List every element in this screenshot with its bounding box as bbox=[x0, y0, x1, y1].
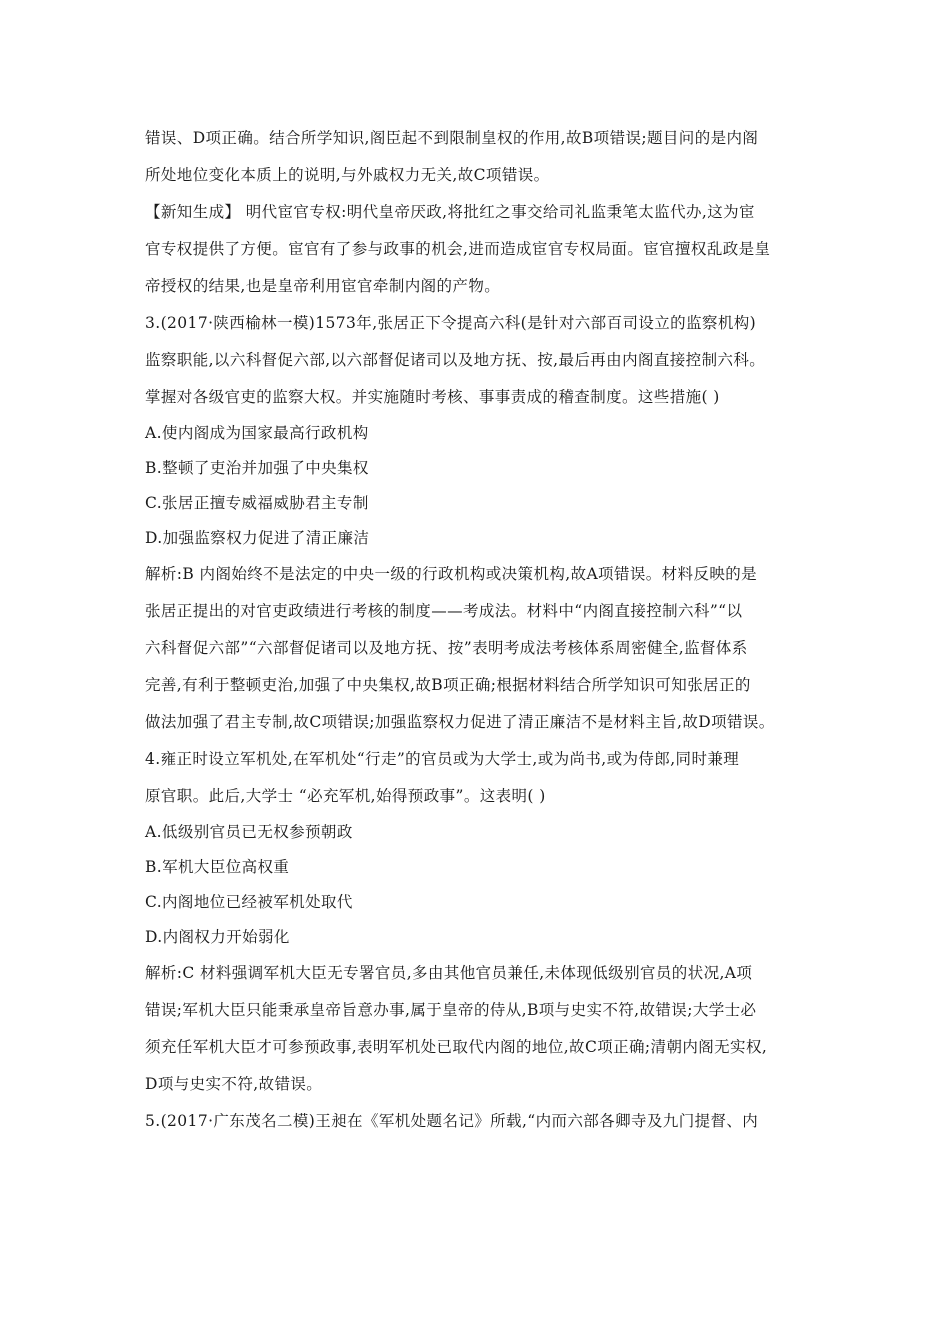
new-knowledge-paragraph: 【新知生成】 明代宦官专权:明代皇帝厌政,将批红之事交给司礼监秉笔太监代办,这为宦 bbox=[145, 203, 755, 221]
question-3-analysis: 六科督促六部”“六部督促诸司以及地方抚、按”表明考成法考核体系周密健全,监督体系 bbox=[145, 639, 748, 657]
question-3-option-d: D.加强监察权力促进了清正廉洁 bbox=[145, 529, 370, 547]
question-3-option-b: B.整顿了吏治并加强了中央集权 bbox=[145, 459, 369, 477]
question-3-stem: 3.(2017·陕西榆林一模)1573年,张居正下令提高六科(是针对六部百司设立的监察机构) bbox=[145, 314, 757, 332]
question-3-analysis: 做法加强了君主专制,故C项错误;加强监察权力促进了清正廉洁不是材料主旨,故D项错误。 bbox=[145, 713, 775, 731]
question-3-option-c: C.张居正擅专威福威胁君主专制 bbox=[145, 494, 369, 512]
question-4-analysis: 须充任军机大臣才可参预政事,表明军机处已取代内阁的地位,故C项正确;清朝内阁无实权, bbox=[145, 1038, 768, 1056]
question-4-analysis: D项与史实不符,故错误。 bbox=[145, 1075, 323, 1093]
question-4-stem: 4.雍正时设立军机处,在军机处“行走”的官员或为大学士,或为尚书,或为侍郎,同时兼理 bbox=[145, 750, 740, 768]
document-body bbox=[145, 120, 810, 1140]
question-3-analysis: 解析:B 内阁始终不是法定的中央一级的行政机构或决策机构,故A项错误。材料反映的是 bbox=[145, 565, 758, 583]
question-4-option-d: D.内阁权力开始弱化 bbox=[145, 928, 290, 946]
question-3-stem: 掌握对各级官吏的监察大权。并实施随时考核、事事责成的稽查制度。这些措施( ) bbox=[145, 388, 720, 406]
question-3-analysis: 张居正提出的对官吏政绩进行考核的制度——考成法。材料中“内阁直接控制六科”“以 bbox=[145, 602, 743, 620]
new-knowledge-paragraph: 官专权提供了方便。宦官有了参与政事的机会,进而造成宦官专权局面。宦官擅权乱政是皇 bbox=[145, 240, 771, 258]
explanation-line: 错误、D项正确。结合所学知识,阁臣起不到限制皇权的作用,故B项错误;题目问的是内阁 bbox=[145, 129, 759, 147]
question-4-option-a: A.低级别官员已无权参预朝政 bbox=[145, 823, 353, 841]
explanation-line: 所处地位变化本质上的说明,与外戚权力无关,故C项错误。 bbox=[145, 166, 550, 184]
question-5-stem: 5.(2017·广东茂名二模)王昶在《军机处题名记》所载,“内而六部各卿寺及九门提督、内 bbox=[145, 1112, 759, 1130]
question-4-option-b: B.军机大臣位高权重 bbox=[145, 858, 290, 876]
question-4-analysis: 错误;军机大臣只能秉承皇帝旨意办事,属于皇帝的侍从,B项与史实不符,故错误;大学士必 bbox=[145, 1001, 757, 1019]
question-3-option-a: A.使内阁成为国家最高行政机构 bbox=[145, 424, 369, 442]
question-4-analysis: 解析:C 材料强调军机大臣无专署官员,多由其他官员兼任,未体现低级别官员的状况,A项 bbox=[145, 964, 753, 982]
question-4-stem: 原官职。此后,大学士 “必充军机,始得预政事”。这表明( ) bbox=[145, 787, 546, 805]
question-4-option-c: C.内阁地位已经被军机处取代 bbox=[145, 893, 353, 911]
question-3-analysis: 完善,有利于整顿吏治,加强了中央集权,故B项正确;根据材料结合所学知识可知张居正的 bbox=[145, 676, 751, 694]
question-3-stem: 监察职能,以六科督促六部,以六部督促诸司以及地方抚、按,最后再由内阁直接控制六科。 bbox=[145, 351, 766, 369]
new-knowledge-paragraph: 帝授权的结果,也是皇帝利用宦官牵制内阁的产物。 bbox=[145, 277, 501, 295]
